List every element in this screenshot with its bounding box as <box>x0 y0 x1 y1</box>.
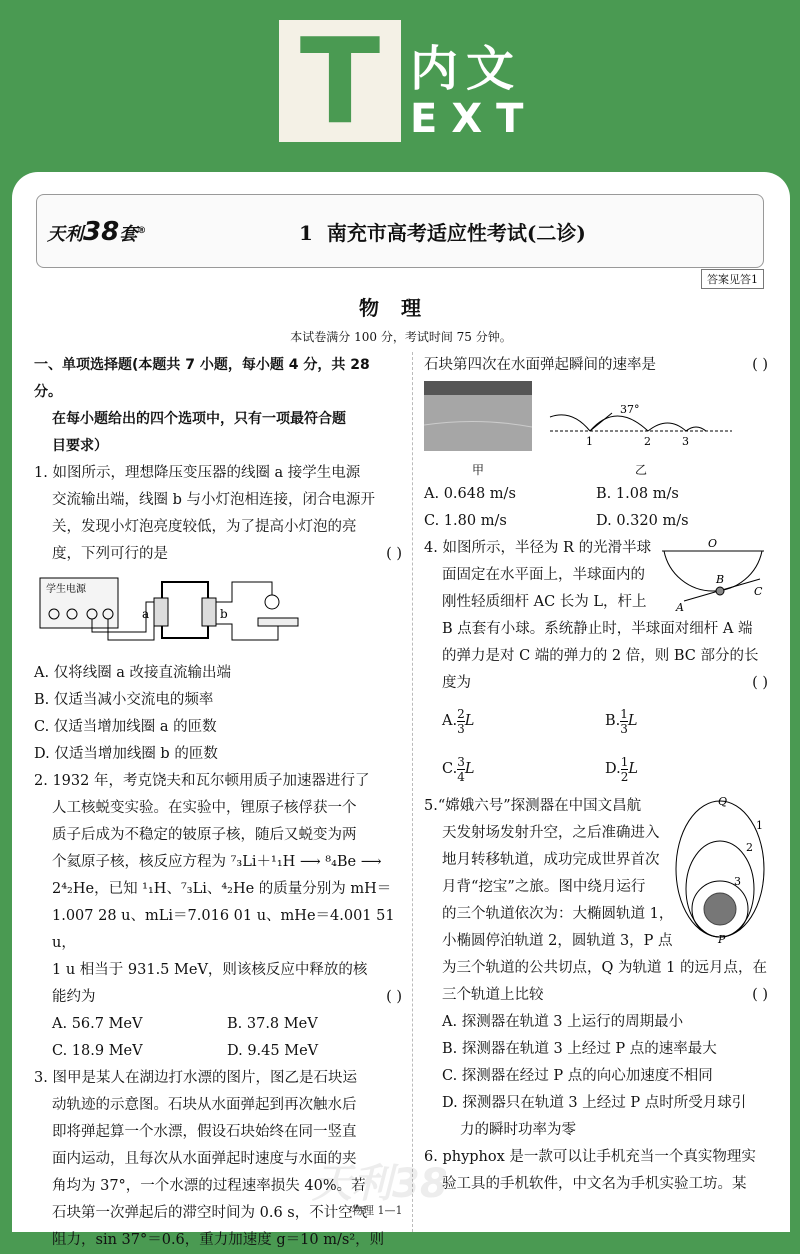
page-footer: 物理 1—1 <box>352 1204 403 1217</box>
svg-text:Q: Q <box>718 795 728 808</box>
svg-text:b: b <box>220 607 228 621</box>
question-3: 3. 图甲是某人在湖边打水漂的图片，图乙是石块运 动轨迹的示意图。石块从水面弹起到再次触水后 即将弹起算一个水漂，假设石块始终在同一竖直 面内运动，且每次从水面弹起时速度与水面的夹 角均为 37°，一个水漂的过程速率损失 40%。若 石块第一次弹起后的滞空时间为 0.6 s，不计空气 阻力，sin 37°＝0.6，重力加速度 g＝10 m/s²，则 <box>34 1070 385 1248</box>
left-column: 一、单项选择题(本题共 7 小题，每小题 4 分，共 28 分。 在每小题给出的四个选项中，只有一项最符合题 目要求） 1. 如图所示，理想降压变压器的线圈 a 接学生电源 交流输出端，线圈 b 与小灯泡相连接，闭合电源开 关，发现小灯泡亮度较低，为了提高小灯泡的亮 度，下列可行的是 ( ) 学生电源 a b A. 仅将线圈 a 改接直流输出端 B. 仅适当减小交流电的频率 C. 仅适当增加线圈 a 的匝数 D. 仅适当增加线圈 b 的匝数 2. 1932 年，考克饶夫和瓦尔顿用质子加速器进行了 人工核蜕变实验。在实验中，锂原子核俘获一个 质子后成为不稳定的铍原子核，随后又蜕变为两 个氦原子核，核反应方程为 ⁷₃Li＋¹₁H ⟶ ⁸₄Be ⟶ 2⁴₂He，已知 ¹₁H、⁷₃Li、⁴₂He 的质量分别为 mH＝ 1.007 28 u、mLi＝7.016 01 u、mHe＝4.001 51 u， 1 u 相当于 931.5 MeV，则该核反应中释放的核 能约为 ( ) A. 56.7 MeV B. 37.8 MeV C. 18.9 MeV D. 9.45 MeV 3. 图甲是某人在湖边打水漂的图片，图乙是石块运 动轨迹的示意图。石块从水面弹起到再次触水后 即将弹起算一个水漂，假设石块始终在同一竖直 面内运动，且每次从水面弹起时速度与水面的夹 角均为 37°，一个水漂的过程速率损失 40%。若 石块第一次弹起后的滞空时间为 0.6 s，不计空气 阻力，sin 37°＝0.6，重力加速度 g＝10 m/s²，则 <box>34 352 402 1254</box>
svg-text:37°: 37° <box>620 403 640 416</box>
svg-text:2: 2 <box>746 841 753 854</box>
banner-letter-box <box>279 12 401 150</box>
svg-text:学生电源: 学生电源 <box>46 584 86 595</box>
question-1: 1. 如图所示，理想降压变压器的线圈 a 接学生电源 交流输出端，线圈 b 与小灯泡相连接，闭合电源开 关，发现小灯泡亮度较低，为了提高小灯泡的亮 度，下列可行的是 ( ) 学生电源 a b A. 仅将线圈 a 改接直流输出端 B. 仅适当减小交流电的频率 C. 仅适当增加线圈 a 的匝数 D. 仅适当增加线圈 b 的匝数 <box>34 465 402 762</box>
svg-text:1: 1 <box>586 435 593 448</box>
orbit-figure <box>672 793 768 943</box>
question-6: 6. phyphox 是一款可以让手机充当一个真实物理实 验工具的手机软件，中文名为手机实验工坊。某 <box>424 1149 756 1192</box>
subject-title: 物理 <box>359 296 443 320</box>
question-4: O A B C 4. 如图所示，半径为 R 的光滑半球 面固定在水平面上，半球面内的 刚性轻质细杆 AC 长为 L，杆上 B 点套有小球。系统静止时，半球面对细杆 A 端 的弹力是对 C 端的弹力的 2 倍，则 BC 部分的长 度为 ( ) A. $\frac{2}{3}$ L B. $\frac{1}{3}$ L C. $\frac{3}{4}$ L D. $\frac{1}{2}$ L <box>424 537 768 784</box>
banner-title: 内文 <box>410 41 523 97</box>
q3-figures: 甲 37° 1 2 3 乙 <box>424 381 768 479</box>
svg-text:3: 3 <box>682 435 689 448</box>
answer-reference: 答案见答1 <box>701 269 764 289</box>
column-divider <box>412 352 413 1232</box>
svg-text:A: A <box>676 601 684 611</box>
transformer-figure <box>34 572 324 648</box>
svg-text:3: 3 <box>734 875 741 888</box>
svg-text:1: 1 <box>756 819 763 832</box>
svg-text:a: a <box>142 607 150 621</box>
exam-header <box>36 194 764 268</box>
question-5: Q 1 2 3 P 5.“嫦娥六号”探测器在中国文昌航 天发射场发射升空，之后准确进入 地月转移轨道，成功完成世界首次 月背“挖宝”之旅。图中绕月运行 的三个轨道依次为：大椭圆轨道 1， 小椭圆停泊轨道 2，圆轨道 3，P 点 为三个轨道的公共切点，Q 为轨道 1 的远月点，在 三个轨道上比较 ( ) A. 探测器在轨道 3 上运行的周期最小 B. 探测器在轨道 3 上经过 P 点的速率最大 C. 探测器在经过 P 点的向心加速度不相同 D. 探测器只在轨道 3 上经过 P 点时所受月球引 力的瞬时功率为零 <box>424 795 768 1138</box>
section-title: 一、单项选择题(本题共 7 小题，每小题 4 分，共 28 分。 <box>34 357 370 400</box>
exam-note: 本试卷满分 100 分，考试时间 75 分钟。 <box>290 330 512 344</box>
svg-text:C: C <box>754 585 763 598</box>
watermark: 天利38 <box>312 1161 448 1207</box>
svg-text:O: O <box>708 537 718 550</box>
hemisphere-figure <box>658 535 768 611</box>
brand-logo: 天利38套® <box>47 217 147 247</box>
banner-text: EXT <box>410 96 538 142</box>
exam-title: 1 南充市高考适应性考试(二诊) <box>299 221 586 245</box>
banner-letter: T <box>299 12 381 150</box>
exam-page <box>12 172 790 1248</box>
lake-photo <box>424 381 532 451</box>
svg-text:P: P <box>718 933 726 943</box>
trajectory-diagram <box>546 381 736 451</box>
question-2: 2. 1932 年，考克饶夫和瓦尔顿用质子加速器进行了 人工核蜕变实验。在实验中，锂原子核俘获一个 质子后成为不稳定的铍原子核，随后又蜕变为两 个氦原子核，核反应方程为 ⁷₃Li＋¹₁H ⟶ ⁸₄Be ⟶ 2⁴₂He，已知 ¹₁H、⁷₃Li、⁴₂He 的质量分别为 mH＝ 1.007 28 u、mLi＝7.016 01 u、mHe＝4.001 51 u， 1 u 相当于 931.5 MeV，则该核反应中释放的核 能约为 ( ) A. 56.7 MeV B. 37.8 MeV C. 18.9 MeV D. 9.45 MeV <box>34 773 402 1059</box>
right-column: 石块第四次在水面弹起瞬间的速率是 ( ) 甲 37° 1 2 3 乙 A. 0.648 m/s B. 1.08 m/s C. 1.80 m/s D. 0.320 m/s O A B C 4. 如图所示，半径为 R 的光滑半球 面固定在水平面上，半球面内的 刚性轻质细杆 AC 长为 L，杆上 B 点套有小球。系统静止时，半球面对细杆 A 端 的弹力是对 C 端的弹力的 2 倍，则 BC 部分的长 度为 ( ) A. $\frac{2}{3}$ L B. $\frac{1}{3}$ L C. $\frac{3}{4}$ L D. $\frac{1}{2}$ L Q 1 2 3 P 5.“嫦娥六号”探测器在中国文昌航 天发射场发射升空，之后准确进入 地月转移轨道，成功完成世界首次 月背“挖宝”之旅。图中绕月运行 的三个轨道依次为：大椭圆轨道 1， 小椭圆停泊轨道 2，圆轨道 3，P 点 为三个轨道的公共切点，Q 为轨道 1 的远月点，在 三个轨道上比较 ( ) A. 探测器在轨道 3 上运行的周期最小 B. 探测器在轨道 3 上经过 P 点的速率最大 C. 探测器在经过 P 点的向心加速度不相同 D. 探测器只在轨道 3 上经过 P 点时所受月球引 力的瞬时功率为零 6. phyphox 是一款可以让手机充当一个真实物理实 验工具的手机软件，中文名为手机实验工坊。某 <box>424 352 768 1198</box>
svg-text:2: 2 <box>644 435 651 448</box>
banner <box>0 0 800 170</box>
svg-text:B: B <box>716 573 725 586</box>
